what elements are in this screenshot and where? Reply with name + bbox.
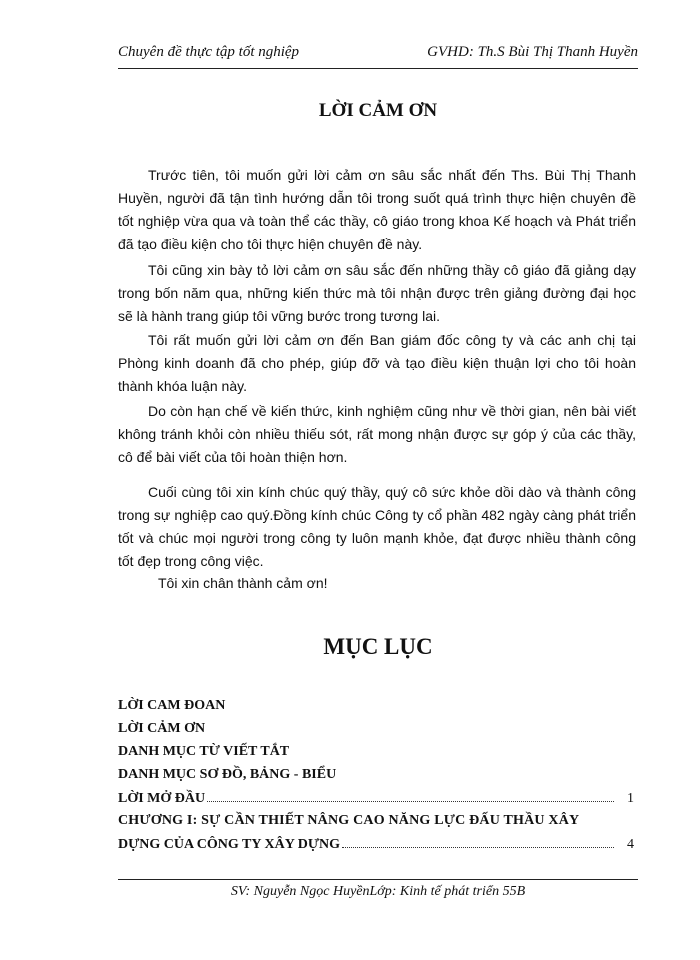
toc-item-abbreviations[interactable]: DANH MỤC TỪ VIẾT TẮT [118, 744, 290, 759]
thanks-title: LỜI CẢM ƠN [318, 100, 438, 121]
thanks-paragraph-4: Do còn hạn chế về kiến thức, kinh nghiệm cũng như về thời gian, nên bài viết không tránh khỏi còn nhiều thiếu sót, rất mong nhận được sự góp ý của các thầy, cô để bài viết của tôi hoàn thiện hơn. [118, 403, 636, 465]
toc-leader-dots [342, 832, 614, 848]
closing-line: Tôi xin chân thành cảm ơn! [158, 575, 328, 591]
footer-divider [118, 879, 638, 880]
toc-chapter1-line2: DỰNG CỦA CÔNG TY XÂY DỰNG [118, 837, 341, 852]
page-footer: SV: Nguyễn Ngọc HuyềnLớp: Kinh tế phát triển 55B [230, 884, 526, 899]
toc-intro-page: 1 [627, 791, 634, 806]
toc-item-chapter1[interactable] [118, 832, 638, 855]
page-header [118, 44, 638, 66]
header-left: Chuyên đề thực tập tốt nghiệp [118, 44, 300, 60]
toc-leader-dots [207, 786, 614, 802]
header-divider [118, 68, 638, 69]
thanks-paragraph-1: Trước tiên, tôi muốn gửi lời cảm ơn sâu sắc nhất đến Ths. Bùi Thị Thanh Huyền, người đã tận tình hướng dẫn tôi trong suốt quá trình thực hiện chuyên đề tốt nghiệp vừa qua và toàn thể các thầy, cô giáo trong khoa Kế hoạch và Phát triển đã tạo điều kiện cho tôi thực hiện chuyên đề này. [118, 167, 636, 252]
table-of-contents [118, 694, 638, 855]
toc-item-cam-on[interactable]: LỜI CẢM ƠN [118, 721, 206, 736]
toc-item-introduction[interactable] [118, 786, 638, 809]
thanks-paragraph-3: Tôi rất muốn gửi lời cảm ơn đến Ban giám đốc công ty và các anh chị tại Phòng kinh doanh đã cho phép, giúp đỡ và tạo điều kiện thuận lợi cho tôi hoàn thành khóa luận này. [118, 332, 636, 394]
thanks-paragraph-2: Tôi cũng xin bày tỏ lời cảm ơn sâu sắc đến những thầy cô giáo đã giảng dạy trong bốn năm qua, những kiến thức mà tôi nhận được trên giảng đường đại học sẽ là hành trang giúp tôi vững bước trong tương lai. [118, 262, 636, 324]
toc-item-cam-doan[interactable]: LỜI CAM ĐOAN [118, 698, 226, 713]
header-right: GVHD: Th.S Bùi Thị Thanh Huyền [427, 44, 638, 60]
thanks-paragraph-5: Cuối cùng tôi xin kính chúc quý thầy, quý cô sức khỏe dồi dào và thành công trong sự nghiệp cao quý.Đồng kính chúc Công ty cổ phần 482 ngày càng phát triển tốt và chúc mọi người trong công ty luôn mạnh khỏe, đạt được nhiều thành công tốt đẹp trong công việc. [118, 484, 636, 569]
toc-chapter1-line1[interactable]: CHƯƠNG I: SỰ CẦN THIẾT NÂNG CAO NĂNG LỰC ĐẤU THẦU XÂY [118, 813, 580, 828]
toc-title: MỤC LỤC [323, 634, 433, 659]
toc-intro-label: LỜI MỞ ĐẦU [118, 791, 206, 806]
toc-chapter1-page: 4 [627, 837, 634, 852]
toc-item-figures-tables[interactable]: DANH MỤC SƠ ĐỒ, BẢNG - BIỂU [118, 767, 337, 782]
